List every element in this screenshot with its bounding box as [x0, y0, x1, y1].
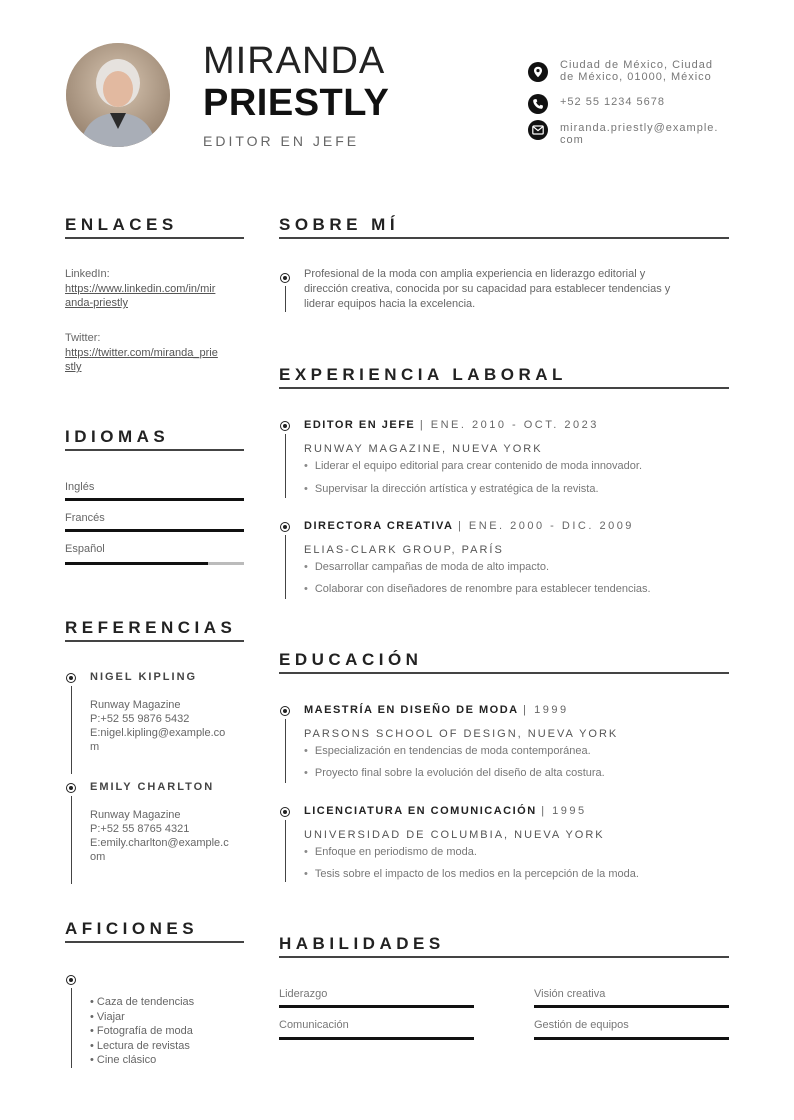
job-entry-title: EDITOR EN JEFE | ENE. 2010 - OCT. 2023: [304, 419, 599, 431]
timeline-line: [71, 686, 72, 774]
timeline-line: [285, 434, 286, 498]
skill-bar: [534, 1037, 729, 1040]
references-divider: [65, 640, 244, 642]
skill-bar: [534, 1005, 729, 1008]
skill-label: Comunicación: [279, 1019, 349, 1031]
reference-name: EMILY CHARLTON: [90, 781, 215, 793]
avatar: [66, 43, 170, 147]
skill-label: Visión creativa: [534, 988, 606, 1000]
skills-heading: HABILIDADES: [279, 934, 445, 953]
list-item: • Viajar: [90, 1010, 125, 1023]
timeline-line: [71, 796, 72, 884]
skill-bar-fill: [534, 1037, 729, 1040]
timeline-bullet-icon: [280, 273, 290, 283]
education-entry-title: LICENCIATURA EN COMUNICACIÓN | 1995: [304, 805, 587, 817]
list-item: • Colaborar con diseñadores de renombre para establecer tendencias.: [304, 583, 651, 595]
list-item: • Desarrollar campañas de moda de alto impacto.: [304, 561, 549, 573]
list-item: • Caza de tendencias: [90, 996, 195, 1008]
language-label: Francés: [65, 512, 105, 524]
list-item: • Liderar el equipo editorial para crear contenido de moda innovador.: [304, 460, 642, 472]
contact-email: miranda.priestly@example. com: [560, 122, 719, 146]
hobbies-heading: AFICIONES: [65, 919, 199, 938]
timeline-bullet-icon: [280, 807, 290, 817]
phone-icon: [528, 94, 548, 114]
education-entry-org: UNIVERSIDAD DE COLUMBIA, NUEVA YORK: [304, 829, 605, 841]
list-item: • Cine clásico: [90, 1054, 157, 1066]
timeline-bullet-icon: [280, 522, 290, 532]
language-label: Español: [65, 543, 105, 555]
last-name: PRIESTLY: [203, 82, 390, 124]
timeline-bullet-icon: [66, 975, 76, 985]
about-divider: [279, 237, 729, 239]
first-name: MIRANDA: [203, 40, 386, 82]
education-divider: [279, 672, 729, 674]
list-item: • Enfoque en periodismo de moda.: [304, 846, 477, 858]
languages-divider: [65, 449, 244, 451]
links-heading: ENLACES: [65, 215, 178, 234]
list-item: • Proyecto final sobre la evolución del diseño de alta costura.: [304, 767, 605, 779]
timeline-bullet-icon: [280, 421, 290, 431]
language-label: Inglés: [65, 481, 95, 493]
reference-details: Runway Magazine P:+52 55 8765 4321 E:emily.charlton@example.c om: [90, 809, 229, 863]
about-text: Profesional de la moda con amplia experiencia en liderazgo editorial y dirección creativa, conocida por su capacidad para establecer tendencias y liderar equipos hacia la excelencia.: [304, 268, 671, 310]
language-bar: [65, 529, 244, 532]
education-entry-title: MAESTRÍA EN DISEÑO DE MODA | 1999: [304, 704, 569, 716]
twitter-label: Twitter:: [65, 332, 101, 344]
skill-label: Gestión de equipos: [534, 1019, 629, 1031]
skill-bar-fill: [279, 1005, 474, 1008]
languages-heading: IDIOMAS: [65, 427, 170, 446]
contact-address: Ciudad de México, Ciudad de México, 01000, México: [560, 59, 714, 83]
language-bar-fill: [65, 498, 244, 501]
contact-phone: +52 55 1234 5678: [560, 96, 666, 108]
email-icon: [528, 120, 548, 140]
timeline-bullet-icon: [280, 706, 290, 716]
education-entry-org: PARSONS SCHOOL OF DESIGN, NUEVA YORK: [304, 728, 619, 740]
skills-divider: [279, 956, 729, 958]
timeline-line: [285, 719, 286, 783]
reference-details: Runway Magazine P:+52 55 9876 5432 E:nigel.kipling@example.co m: [90, 699, 226, 753]
skill-bar-fill: [534, 1005, 729, 1008]
linkedin-label: LinkedIn:: [65, 268, 110, 280]
language-bar: [65, 562, 244, 565]
about-heading: SOBRE MÍ: [279, 215, 400, 234]
references-heading: REFERENCIAS: [65, 618, 237, 637]
experience-divider: [279, 387, 729, 389]
skill-bar-fill: [279, 1037, 474, 1040]
skill-label: Liderazgo: [279, 988, 328, 1000]
timeline-line: [285, 820, 286, 882]
reference-name: NIGEL KIPLING: [90, 671, 198, 683]
job-title: EDITOR EN JEFE: [203, 133, 360, 149]
language-bar-fill: [65, 529, 244, 532]
linkedin-link[interactable]: https://www.linkedin.com/in/mir anda-priestly: [65, 283, 216, 309]
links-divider: [65, 237, 244, 239]
list-item: • Especialización en tendencias de moda contemporánea.: [304, 745, 591, 757]
list-item: • Tesis sobre el impacto de los medios en la percepción de la moda.: [304, 868, 639, 880]
hobbies-divider: [65, 941, 244, 943]
twitter-link[interactable]: https://twitter.com/miranda_prie stly: [65, 347, 218, 373]
job-entry-title: DIRECTORA CREATIVA | ENE. 2000 - DIC. 2009: [304, 520, 634, 532]
language-bar-fill: [65, 562, 208, 565]
timeline-bullet-icon: [66, 673, 76, 683]
skill-bar: [279, 1005, 474, 1008]
list-item: • Supervisar la dirección artística y estratégica de la revista.: [304, 483, 599, 495]
list-item: • Lectura de revistas: [90, 1039, 190, 1052]
education-heading: EDUCACIÓN: [279, 650, 423, 669]
job-entry-org: ELIAS-CLARK GROUP, PARÍS: [304, 544, 504, 556]
experience-heading: EXPERIENCIA LABORAL: [279, 365, 567, 384]
timeline-line: [285, 286, 286, 312]
timeline-bullet-icon: [66, 783, 76, 793]
skill-bar: [279, 1037, 474, 1040]
timeline-line: [71, 988, 72, 1068]
timeline-line: [285, 535, 286, 599]
location-pin-icon: [528, 62, 548, 82]
list-item: • Fotografía de moda: [90, 1025, 193, 1037]
hobbies-list: [90, 995, 194, 1068]
language-bar: [65, 498, 244, 501]
job-entry-org: RUNWAY MAGAZINE, NUEVA YORK: [304, 443, 543, 455]
